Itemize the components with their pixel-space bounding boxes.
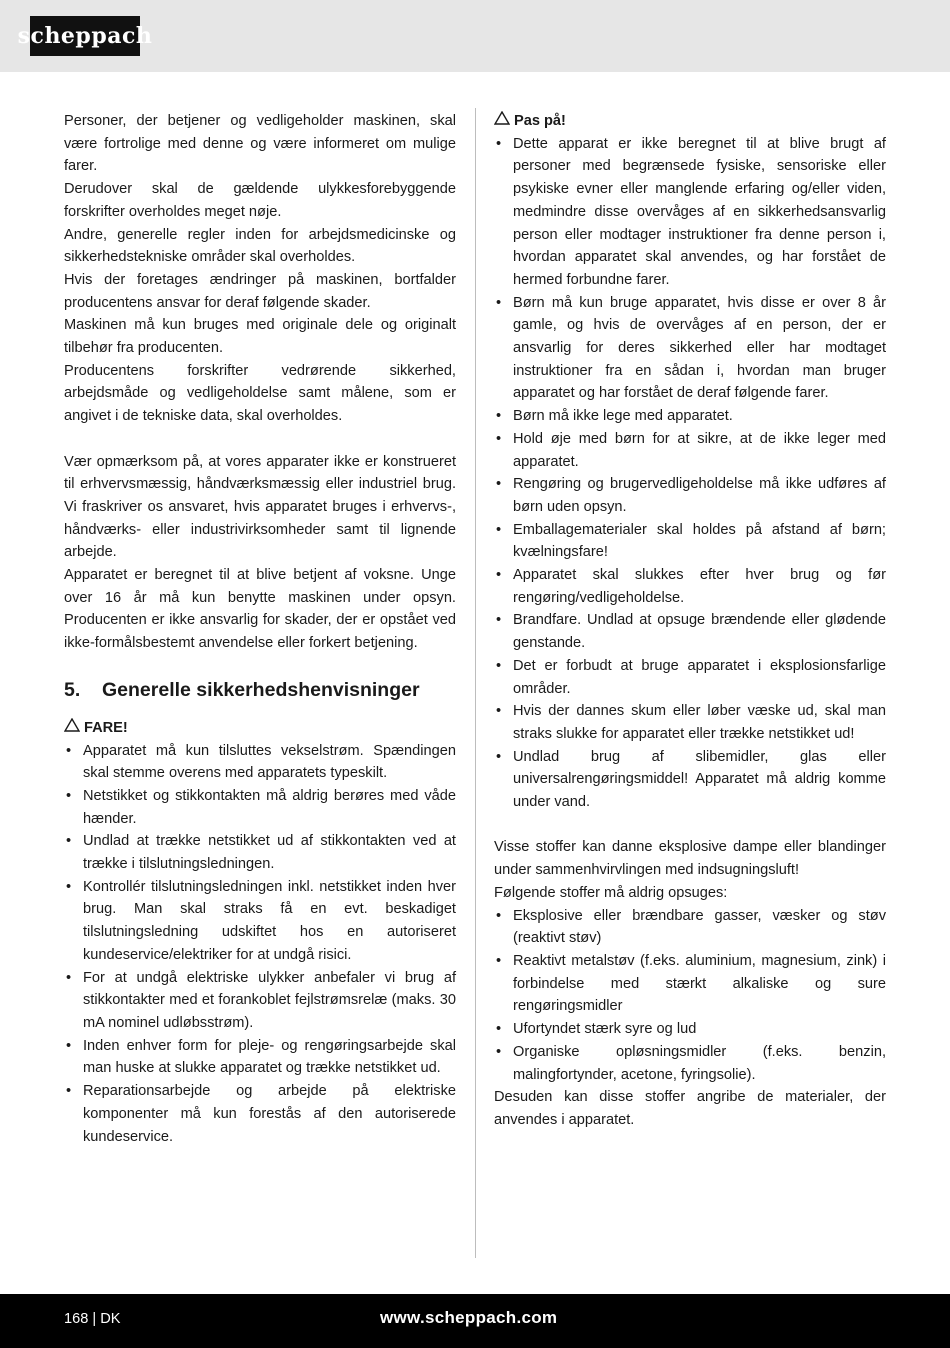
paragraph: Desuden kan disse stoffer angribe de materialer, der anvendes i apparatet.: [494, 1089, 886, 1128]
paragraph: Producentens forskrifter vedrørende sikkerhed, arbejdsmåde og vedligeholdelse samt målene, som er angivet i de tekniske data, skal overholdes.: [64, 362, 456, 425]
warning-triangle-icon: [494, 110, 510, 133]
left-column: [64, 110, 456, 1148]
caution-label: Pas på!: [514, 113, 566, 129]
page-number: 168 | DK: [64, 1311, 121, 1327]
header-band: [0, 0, 950, 72]
list-item: • Hold øje med børn for at sikre, at de ikke leger med apparatet.: [496, 430, 886, 470]
caution-list: [494, 133, 886, 814]
list-item: • Netstikket og stikkontakten må aldrig berøres med våde hænder.: [66, 787, 456, 827]
warning-triangle-icon: [64, 717, 80, 740]
website-link[interactable]: www.scheppach.com: [380, 1308, 558, 1327]
list-item: • Apparatet skal slukkes efter hver brug og før rengøring/vedligeholdelse.: [496, 567, 886, 606]
section-heading: [64, 677, 456, 703]
list-item: • Organiske opløsningsmidler (f.eks. benzin, malingfortynder, acetone, fyringsolie).: [496, 1043, 886, 1083]
list-item: • Reaktivt metalstøv (f.eks. aluminium, magnesium, zink) i forbindelse med stærkt alkaliske og sure rengøringsmidler: [496, 953, 886, 1015]
paragraph: Personer, der betjener og vedligeholder maskinen, skal være fortrolige med denne og være informeret om mulige farer.: [64, 113, 456, 175]
paragraph: Visse stoffer kan danne eksplosive dampe eller blandinger under sammenhvirvlingen med indsugningsluft!: [494, 839, 886, 879]
section-title: Generelle sikkerhedshenvisninger: [102, 678, 420, 701]
paragraph: Derudover skal de gældende ulykkesforebyggende forskrifter overholdes meget nøje.: [64, 181, 456, 220]
paragraph: Andre, generelle regler inden for arbejdsmedicinske og sikkerhedstekniske områder skal overholdes.: [64, 226, 456, 266]
list-item: • Emballagematerialer skal holdes på afstand af børn; kvælningsfare!: [496, 521, 886, 561]
list-item: • Inden enhver form for pleje- og rengøringsarbejde skal man huske at slukke apparatet og trække netstikket ud.: [66, 1037, 456, 1077]
danger-heading: [64, 717, 456, 740]
list-item: • Dette apparat er ikke beregnet til at blive brugt af personer med begrænsede fysiske, sensoriske eller psykiske evner eller manglende erfaring og/eller viden, medmindre disse overvåges af en sikkerhedsansvarlig person eller modtager instruktioner fra denne person i, hvordan apparatet skal anvendes, og har forstået de hermed forbundne farer.: [496, 135, 886, 288]
danger-label: FARE!: [84, 719, 128, 736]
list-item: • Eksplosive eller brændbare gasser, væsker og støv (reaktivt støv): [496, 907, 886, 947]
list-item: • Rengøring og brugervedligeholdelse må ikke udføres af børn uden opsyn.: [496, 476, 886, 515]
list-item: • Ufortyndet stærk syre og lud: [496, 1021, 697, 1038]
list-item: • Undlad at trække netstikket ud af stikkontakten ved at trække i tilslutningsledningen.: [66, 833, 456, 873]
danger-list: [64, 740, 456, 1149]
substances-list: [494, 905, 886, 1087]
right-column: [494, 110, 886, 1132]
list-item: • Kontrollér tilslutningsledningen inkl. netstikket inden hver brug. Man skal straks få en evt. beskadiget tilslutningsledning udskiftet hos en autoriseret kundeservice/elektriker for at undgå risici.: [66, 878, 456, 963]
list-item: • For at undgå elektriske ulykker anbefaler vi brug af stikkontakter med et forankoblet fejlstrømsrelæ (maks. 30 mA nominel udløbsstrøm).: [66, 969, 456, 1031]
paragraph: Maskinen må kun bruges med originale dele og originalt tilbehør fra producenten.: [64, 317, 456, 357]
caution-heading: [494, 110, 886, 133]
section-number: 5.: [64, 678, 81, 701]
list-item: • Brandfare. Undlad at opsuge brændende eller glødende genstande.: [496, 612, 886, 652]
paragraph: Følgende stoffer må aldrig opsuges:: [494, 884, 728, 901]
list-item: • Reparationsarbejde og arbejde på elektriske komponenter må kun forestås af den autoriserede kundeservice.: [66, 1083, 456, 1145]
footer-bar: [0, 1294, 950, 1348]
paragraph: Vær opmærksom på, at vores apparater ikke er konstrueret til erhvervsmæssig, håndværksmæssig eller industriel brug. Vi fraskriver os ansvaret, hvis apparatet bruges i erhvervs-, håndværks- eller industrivirksomheder samt til lignende arbejde.: [64, 453, 456, 561]
list-item: • Apparatet må kun tilsluttes vekselstrøm. Spændingen skal stemme overens med apparatets typeskilt.: [66, 742, 456, 782]
list-item: • Børn må ikke lege med apparatet.: [496, 408, 733, 425]
list-item: • Børn må kun bruge apparatet, hvis disse er over 8 år gamle, og hvis de overvåges af en person, der er ansvarlig for deres sikkerhed eller har modtaget instruktioner fra en sådan i, hvordan man bruger apparatet og har forstået de deraf følgende farer.: [496, 294, 886, 402]
list-item: • Hvis der dannes skum eller løber væske ud, skal man straks slukke for apparatet eller trække netstikket ud!: [496, 703, 886, 742]
column-divider: [475, 108, 476, 1258]
list-item: • Undlad brug af slibemidler, glas eller universalrengøringsmiddel! Apparatet må aldrig komme under vand.: [496, 748, 886, 811]
paragraph: Apparatet er beregnet til at blive betjent af voksne. Unge over 16 år må kun benytte maskinen under opsyn. Producenten er ikke ansvarlig for skader, der er opstået ved ikke-formålsbestemt anvendelse eller forkert betjening.: [64, 567, 456, 652]
brand-logo: scheppach: [30, 16, 140, 56]
list-item: • Det er forbudt at bruge apparatet i eksplosionsfarlige områder.: [496, 657, 886, 697]
paragraph: Hvis der foretages ændringer på maskinen, bortfalder producentens ansvar for deraf følgende skader.: [64, 271, 456, 311]
